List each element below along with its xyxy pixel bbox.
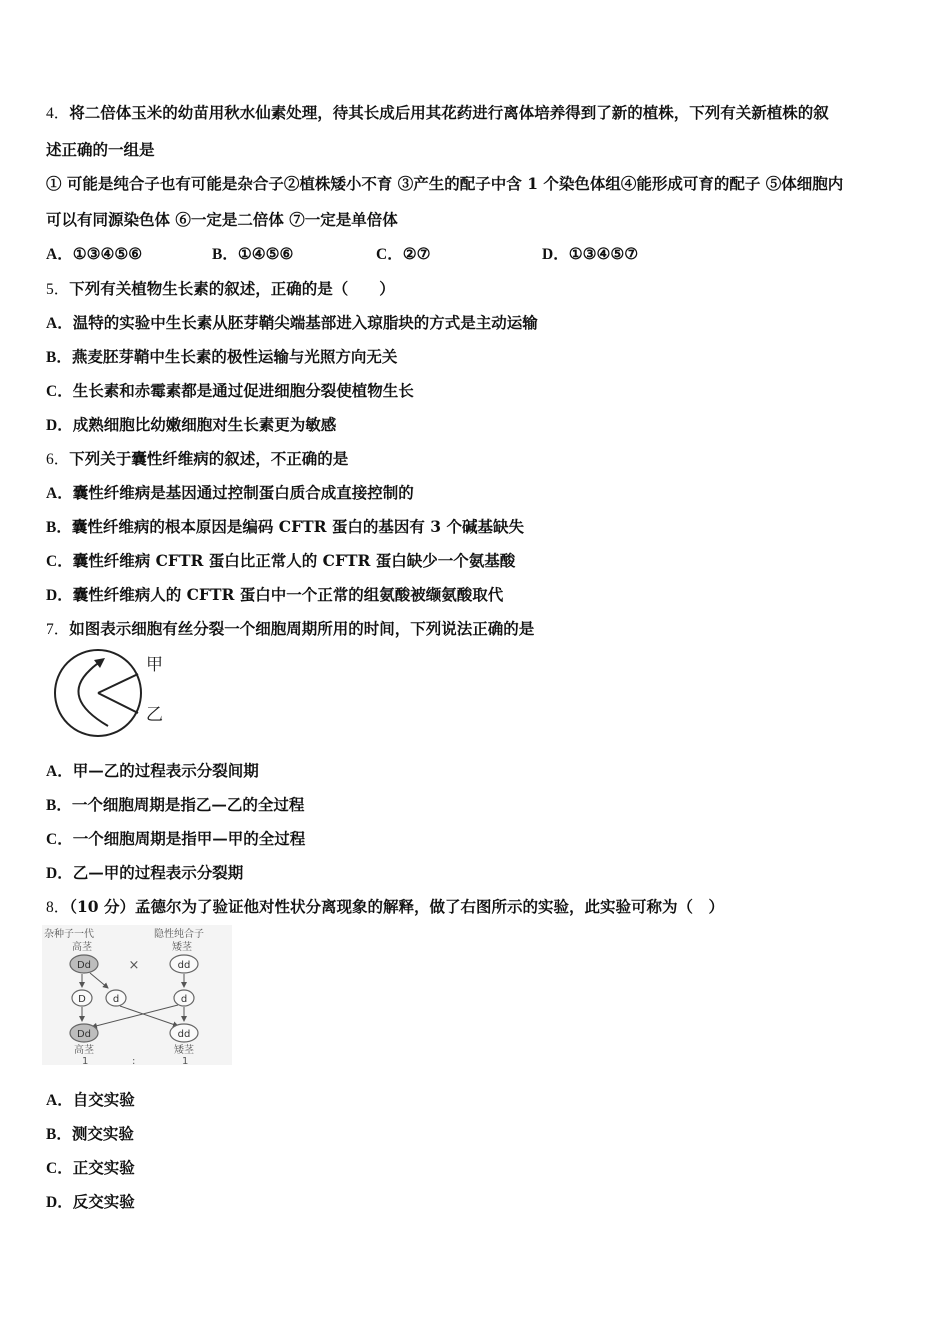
- q5-option-a[interactable]: [46, 313, 538, 334]
- q6-stem-text: 下列关于囊性纤维病的叙述，不正确的是: [69, 449, 349, 468]
- option-text: 自交实验: [72, 1090, 135, 1109]
- cell-cycle-diagram: [50, 648, 170, 738]
- cell-cycle-figure: [50, 648, 170, 738]
- ratio-right: 1: [182, 1056, 189, 1065]
- option-text: 测交实验: [71, 1124, 134, 1143]
- q8-option-b[interactable]: [46, 1124, 134, 1145]
- child-left-text: Dd: [76, 1029, 92, 1040]
- option-text: 一个细胞周期是指乙—乙的全过程: [71, 795, 305, 814]
- option-letter: C．: [376, 246, 403, 263]
- q4-option-d[interactable]: [542, 244, 638, 265]
- gamete-2-text: d: [112, 994, 120, 1005]
- q5-number: 5．: [46, 281, 70, 298]
- q6-option-b[interactable]: [46, 517, 524, 538]
- label-yi: 乙: [146, 705, 163, 725]
- ratio-left: 1: [82, 1056, 89, 1065]
- testcross-diagram: [42, 925, 232, 1065]
- option-text: 囊性纤维病是基因通过控制蛋白质合成直接控制的: [72, 483, 414, 502]
- option-text: 囊性纤维病的根本原因是编码 CFTR 蛋白的基因有 3 个碱基缺失: [71, 517, 524, 536]
- option-text: 乙—甲的过程表示分裂期: [72, 863, 244, 882]
- arrow-5: [120, 1006, 178, 1026]
- option-letter: A．: [46, 763, 73, 780]
- option-text: ①③④⑤⑥: [72, 244, 143, 263]
- q7-number: 7．: [46, 621, 70, 638]
- ratio-separator: :: [132, 1056, 136, 1065]
- q6-stem: [46, 449, 348, 470]
- option-text: 囊性纤维病 CFTR 蛋白比正常人的 CFTR 蛋白缺少一个氨基酸: [72, 551, 516, 570]
- arrow-6: [92, 1005, 178, 1027]
- parent-left-text: Dd: [76, 960, 92, 971]
- q4-stem-text1: 将二倍体玉米的幼苗用秋水仙素处理，待其长成后用其花药进行离体培养得到了新的植株，下列有关新植株的叙: [69, 103, 829, 122]
- option-letter: B．: [46, 1126, 72, 1143]
- q7-stem-text: 如图表示细胞有丝分裂一个细胞周期所用的时间，下列说法正确的是: [69, 619, 535, 638]
- q6-option-c[interactable]: [46, 551, 515, 572]
- option-letter: B．: [46, 349, 72, 366]
- q7-stem: [46, 619, 534, 640]
- q4-option-a[interactable]: [46, 244, 142, 265]
- option-letter: D．: [46, 1194, 73, 1211]
- gamete-3-text: d: [180, 994, 188, 1005]
- option-text: 一个细胞周期是指甲—甲的全过程: [72, 829, 306, 848]
- gamete-1-text: D: [78, 994, 86, 1005]
- q7-option-c[interactable]: [46, 829, 305, 850]
- option-letter: D．: [542, 246, 569, 263]
- radius-top: [98, 674, 138, 693]
- option-text: ②⑦: [402, 244, 431, 263]
- option-text: 正交实验: [72, 1158, 135, 1177]
- q4-items-line1: ① 可能是纯合子也有可能是杂合子②植株矮小不育 ③产生的配子中含 1 个染色体组④能形成可育的配子 ⑤体细胞内: [46, 174, 844, 193]
- option-text: 燕麦胚芽鞘中生长素的极性运输与光照方向无关: [71, 347, 398, 366]
- q4-option-b[interactable]: [212, 244, 293, 265]
- q6-option-a[interactable]: [46, 483, 414, 504]
- cycle-arrow-arc: [78, 661, 108, 726]
- q8-stem: [46, 897, 724, 918]
- option-letter: A．: [46, 246, 73, 263]
- q5-option-c[interactable]: [46, 381, 414, 402]
- q8-option-c[interactable]: [46, 1158, 135, 1179]
- radius-bottom: [98, 693, 138, 713]
- q5-stem: [46, 279, 395, 300]
- q8-option-d[interactable]: [46, 1192, 135, 1213]
- q4-stem-line2: 述正确的一组是: [46, 140, 155, 159]
- q8-option-a[interactable]: [46, 1090, 135, 1111]
- q6-number: 6．: [46, 451, 70, 468]
- header-right: 隐性纯合子: [154, 929, 204, 940]
- cross-symbol: ×: [128, 958, 140, 973]
- option-letter: D．: [46, 587, 73, 604]
- option-letter: A．: [46, 315, 73, 332]
- option-text: 甲—乙的过程表示分裂间期: [72, 761, 259, 780]
- top-right-label: 矮茎: [172, 942, 192, 953]
- bottom-right-label: 矮茎: [174, 1045, 194, 1056]
- option-letter: B．: [212, 246, 238, 263]
- q8-stem-text: （10 分）孟德尔为了验证他对性状分离现象的解释，做了右图所示的实验，此实验可称为（ ）: [69, 897, 724, 916]
- q5-option-d[interactable]: [46, 415, 336, 436]
- arrow-2: [90, 973, 108, 988]
- q7-option-a[interactable]: [46, 761, 259, 782]
- q5-stem-text: 下列有关植物生长素的叙述，正确的是（ ）: [69, 279, 395, 298]
- option-text: 成熟细胞比幼嫩细胞对生长素更为敏感: [72, 415, 337, 434]
- q8-number: 8．: [46, 899, 70, 916]
- option-letter: A．: [46, 1092, 73, 1109]
- option-text: ①③④⑤⑦: [568, 244, 639, 263]
- option-text: 反交实验: [72, 1192, 135, 1211]
- header-left: 杂种子一代: [44, 929, 94, 940]
- option-text: ①④⑤⑥: [237, 244, 294, 263]
- option-letter: B．: [46, 519, 72, 536]
- parent-right-text: dd: [177, 960, 191, 971]
- option-letter: C．: [46, 1160, 73, 1177]
- option-letter: C．: [46, 553, 73, 570]
- child-right-text: dd: [177, 1029, 191, 1040]
- q4-option-c[interactable]: [376, 244, 431, 265]
- bottom-left-label: 高茎: [74, 1045, 94, 1056]
- q5-option-b[interactable]: [46, 347, 397, 368]
- cycle-arrow-head: [94, 658, 105, 668]
- option-letter: C．: [46, 831, 73, 848]
- option-text: 生长素和赤霉素都是通过促进细胞分裂使植物生长: [72, 381, 414, 400]
- option-letter: B．: [46, 797, 72, 814]
- q4-number: 4．: [46, 105, 70, 122]
- option-letter: D．: [46, 417, 73, 434]
- option-text: 温特的实验中生长素从胚芽鞘尖端基部进入琼脂块的方式是主动运输: [72, 313, 538, 332]
- q7-option-b[interactable]: [46, 795, 304, 816]
- option-letter: C．: [46, 383, 73, 400]
- option-letter: A．: [46, 485, 73, 502]
- q4-items-line2: 可以有同源染色体 ⑥一定是二倍体 ⑦一定是单倍体: [46, 210, 398, 229]
- label-jia: 甲: [146, 655, 163, 675]
- option-letter: D．: [46, 865, 73, 882]
- testcross-figure: [42, 925, 232, 1065]
- q4-stem-line1: [46, 103, 829, 124]
- top-left-label: 高茎: [72, 942, 92, 953]
- option-text: 囊性纤维病人的 CFTR 蛋白中一个正常的组氨酸被缬氨酸取代: [72, 585, 504, 604]
- q7-option-d[interactable]: [46, 863, 243, 884]
- q6-option-d[interactable]: [46, 585, 503, 606]
